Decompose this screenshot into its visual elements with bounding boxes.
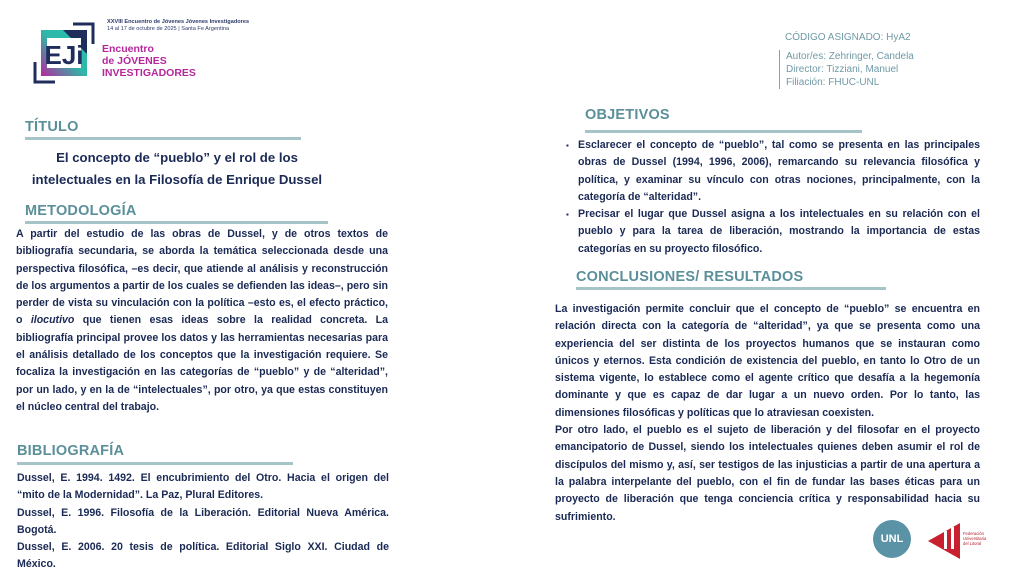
ful-text-line: Federación: [963, 531, 984, 536]
authors: Autor/es: Zehringer, Candela: [786, 51, 914, 62]
objetivos-items: [563, 137, 980, 258]
bibliography-entry: Dussel, E. 1994. 1492. El encubrimiento del Otro. Hacia el origen del “mito de la Modernidad”. La Paz, Plural Editores.: [17, 472, 389, 502]
poster-title: [12, 147, 342, 191]
bibliografia-heading: BIBLIOGRAFÍA: [17, 443, 125, 459]
metodologia-italic: ilocutivo: [30, 314, 75, 327]
ful-text: [963, 531, 986, 546]
conclusion-paragraph: La investigación permite concluir que el concepto de “pueblo” se encuentra en relación directa con la categoría de “alteridad”, ya que se presenta como una experiencia del ser distinta de los proyectos humanos que se instauran como únicos y eternos. Esta condición de existencia del pueblo, en tanto lo Otro de un sistema vigente, lo establece como el agente crítico que desafía a la hegemonía dominante y que es capaz de dar lugar a un nuevo orden. Por lo tanto, las dimensiones filosóficas y políticas que lo atraviesan coexisten.: [555, 303, 980, 419]
event-date: 14 al 17 de octubre de 2025 | Santa Fe Argentina: [107, 26, 230, 32]
conclusion-paragraph: Por otro lado, el pueblo es el sujeto de liberación y del filosofar en el proyecto emancipatorio de Dussel, siendo los intelectuales quienes deben asumir el rol de discípulos del mismo y, así, ser testigos de las injusticias a partir de una apertura a la palabra interpelante del pueblo, con el fin de fundar las bases éticas para un proyecto de liberación que tenga conciencia crítica y responsabilidad hacia su sufrimiento.: [555, 424, 980, 523]
objetivo-item: ▪ Precisar el lugar que Dussel asigna a los intelectuales en su relación con el pueblo y para la tarea de liberación, mostrando la importancia de estas categorías en su proyecto filosófico.: [578, 206, 980, 258]
titulo-heading: TÍTULO: [25, 119, 79, 135]
svg-text:EJi: EJi: [44, 40, 84, 70]
logo-name: [102, 43, 196, 79]
metodologia-text-part: que tienen esas ideas sobre la realidad concreta. La bibliografía principal provee los datos y las herramientas necesarias para el análisis detallado de los conceptos que la investigación requiere. Se focaliza la investigación en las categorías de “pueblo” y de “alteridad”, por un lado, y en la de “intelectuales”, por otro, ya que estas constituyen el núcleo central del trabajo.: [16, 314, 388, 413]
conclusiones-text: [555, 301, 980, 526]
affiliation: Filiación: FHUC-UNL: [786, 77, 880, 88]
bibliografia-rule: [17, 462, 293, 465]
metodologia-rule: [25, 221, 328, 224]
bibliography-entry: Dussel, E. 2006. 20 tesis de política. Editorial Siglo XXI. Ciudad de México.: [17, 541, 389, 571]
event-title: XXVIII Encuentro de Jóvenes Jóvenes Investigadores: [107, 19, 250, 25]
logo-name-line: INVESTIGADORES: [102, 67, 196, 79]
assigned-code: CÓDIGO ASIGNADO: HyA2: [785, 32, 911, 43]
ful-text-line: del Litoral: [963, 541, 982, 546]
conclusiones-heading: CONCLUSIONES/ RESULTADOS: [576, 269, 804, 285]
bibliografia-list: [17, 470, 389, 574]
objetivos-list: [563, 137, 980, 258]
conclusiones-rule: [576, 287, 886, 290]
poster-title-line: El concepto de “pueblo” y el rol de los: [56, 150, 298, 165]
eji-logo-icon: [33, 22, 95, 84]
poster-title-line: intelectuales en la Filosofía de Enrique Dussel: [31, 172, 323, 187]
objetivos-rule: [585, 130, 862, 133]
author-info: [779, 50, 914, 89]
unl-logo-icon: UNL: [873, 520, 911, 558]
metodologia-text-part: A partir del estudio de las obras de Dussel, y de otros textos de bibliografía secundaria, se aborda la temática seleccionada desde una perspectiva filosófica, –es decir, que atiende al análisis y reconstrucción de los argumentos a partir de los cuales se defienden las ideas–, pero sin perder de vista su vinculación con la política –esto es, el efecto práctico, o: [16, 228, 388, 327]
metodologia-heading: METODOLOGÍA: [25, 203, 137, 219]
objetivos-heading: OBJETIVOS: [585, 107, 670, 123]
titulo-rule: [25, 137, 301, 140]
logo-name-line: de JÓVENES: [102, 55, 167, 67]
objetivo-item: ▪ Esclarecer el concepto de “pueblo”, tal como se presenta en las principales obras de Dussel (1994, 1996, 2006), remarcando su relevancia filosófica y política, y examinar su vínculo con otras nociones, principalmente, con la categoría de “alteridad”.: [578, 137, 980, 206]
logo-name-line: Encuentro: [102, 43, 154, 55]
ful-text-line: Universitaria: [963, 536, 987, 541]
bibliography-entry: Dussel, E. 1996. Filosofía de la Liberación. Editorial Nueva América. Bogotá.: [17, 506, 389, 536]
director: Director: Tizziani, Manuel: [786, 64, 899, 75]
metodologia-text: [16, 226, 388, 416]
